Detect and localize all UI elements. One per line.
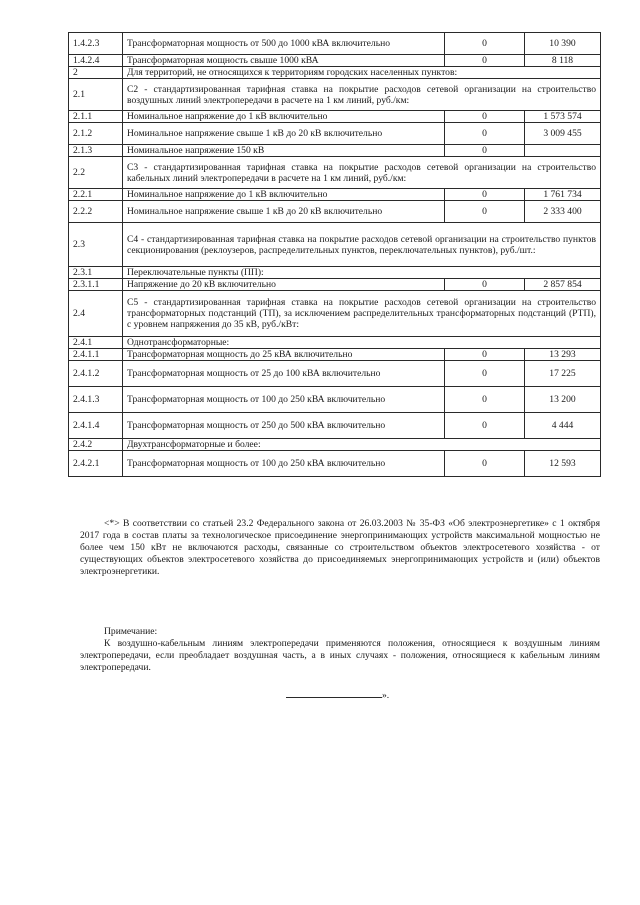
tariff-table bbox=[68, 32, 601, 477]
row-rate-value: 2 333 400 bbox=[525, 201, 601, 223]
row-description: Трансформаторная мощность от 250 до 500 кВА включительно bbox=[123, 413, 445, 439]
row-rate-value: 10 390 bbox=[525, 33, 601, 55]
row-zero-value: 0 bbox=[445, 189, 525, 201]
row-description: Номинальное напряжение свыше 1 кВ до 20 кВ включительно bbox=[123, 123, 445, 145]
row-description: Номинальное напряжение до 1 кВ включительно bbox=[123, 189, 445, 201]
row-rate-value bbox=[525, 145, 601, 157]
row-zero-value: 0 bbox=[445, 361, 525, 387]
row-description: Двухтрансформаторные и более: bbox=[123, 439, 601, 451]
row-description: Номинальное напряжение свыше 1 кВ до 20 кВ включительно bbox=[123, 201, 445, 223]
table-row bbox=[69, 349, 601, 361]
table-row bbox=[69, 291, 601, 337]
table-row bbox=[69, 413, 601, 439]
table-row bbox=[69, 279, 601, 291]
row-number: 2 bbox=[69, 67, 123, 79]
row-number: 2.1.1 bbox=[69, 111, 123, 123]
row-description: С5 - стандартизированная тарифная ставка на покрытие расходов сетевой организации на строительство трансформаторных подстанций (ТП), за исключением распределительных трансформаторных подстанций (РТП), с уровнем напряжения до 35 кВ, руб./кВт: bbox=[123, 291, 601, 337]
closing-line bbox=[286, 688, 389, 702]
row-zero-value: 0 bbox=[445, 279, 525, 291]
row-description: С2 - стандартизированная тарифная ставка на покрытие расходов сетевой организации на строительство воздушных линий электропередачи в расчете на 1 км линий, руб./км: bbox=[123, 79, 601, 111]
row-rate-value: 12 593 bbox=[525, 451, 601, 477]
row-number: 2.2.2 bbox=[69, 201, 123, 223]
row-zero-value: 0 bbox=[445, 413, 525, 439]
row-zero-value: 0 bbox=[445, 349, 525, 361]
row-number: 2.1 bbox=[69, 79, 123, 111]
row-number: 2.3.1 bbox=[69, 267, 123, 279]
row-number: 2.4.1 bbox=[69, 337, 123, 349]
row-number: 2.4.2.1 bbox=[69, 451, 123, 477]
row-description: Однотрансформаторные: bbox=[123, 337, 601, 349]
row-zero-value: 0 bbox=[445, 145, 525, 157]
row-number: 2.3 bbox=[69, 223, 123, 267]
row-description: Напряжение до 20 кВ включительно bbox=[123, 279, 445, 291]
table-row bbox=[69, 55, 601, 67]
row-rate-value: 3 009 455 bbox=[525, 123, 601, 145]
row-description: Трансформаторная мощность от 25 до 100 кВА включительно bbox=[123, 361, 445, 387]
table-row bbox=[69, 337, 601, 349]
table-row bbox=[69, 267, 601, 279]
table-row bbox=[69, 123, 601, 145]
row-number: 2.4 bbox=[69, 291, 123, 337]
closing-quote: ». bbox=[382, 690, 390, 701]
row-rate-value: 1 761 734 bbox=[525, 189, 601, 201]
row-number: 2.4.1.3 bbox=[69, 387, 123, 413]
table-row bbox=[69, 201, 601, 223]
note-title: Примечание: bbox=[104, 626, 158, 637]
row-number: 2.4.1.2 bbox=[69, 361, 123, 387]
row-description: Переключательные пункты (ПП): bbox=[123, 267, 601, 279]
table-row bbox=[69, 111, 601, 123]
table-row bbox=[69, 439, 601, 451]
table-row bbox=[69, 145, 601, 157]
row-description: С4 - стандартизированная тарифная ставка на покрытие расходов сетевой организации на строительство пунктов секционирования (реклоузеров, распределительных пунктов, переключательных пунктов), руб./шт.: bbox=[123, 223, 601, 267]
row-zero-value: 0 bbox=[445, 33, 525, 55]
row-rate-value: 2 857 854 bbox=[525, 279, 601, 291]
row-description: С3 - стандартизированная тарифная ставка на покрытие расходов сетевой организации на строительство кабельных линий электропередачи в расчете на 1 км линий, руб./км: bbox=[123, 157, 601, 189]
row-zero-value: 0 bbox=[445, 387, 525, 413]
row-number: 2.1.2 bbox=[69, 123, 123, 145]
row-rate-value: 17 225 bbox=[525, 361, 601, 387]
row-number: 2.3.1.1 bbox=[69, 279, 123, 291]
table-row bbox=[69, 387, 601, 413]
footnote-block bbox=[80, 518, 600, 578]
signature-line bbox=[286, 688, 382, 698]
table-row bbox=[69, 67, 601, 79]
row-description: Для территорий, не относящихся к территориям городских населенных пунктов: bbox=[123, 67, 601, 79]
row-number: 1.4.2.4 bbox=[69, 55, 123, 67]
note-text: К воздушно-кабельным линиям электропередачи применяются положения, относящиеся к воздушным линиям электропередачи, если преобладает воздушная часть, а в иных случаях - положения, относящиеся к кабельным линиям электропередачи. bbox=[80, 638, 600, 673]
row-description: Трансформаторная мощность от 100 до 250 кВА включительно bbox=[123, 387, 445, 413]
table-row bbox=[69, 79, 601, 111]
row-number: 2.2 bbox=[69, 157, 123, 189]
row-description: Трансформаторная мощность от 500 до 1000 кВА включительно bbox=[123, 33, 445, 55]
row-description: Номинальное напряжение до 1 кВ включительно bbox=[123, 111, 445, 123]
row-zero-value: 0 bbox=[445, 111, 525, 123]
table-row bbox=[69, 361, 601, 387]
table-row bbox=[69, 157, 601, 189]
row-rate-value: 4 444 bbox=[525, 413, 601, 439]
table-row bbox=[69, 223, 601, 267]
row-zero-value: 0 bbox=[445, 123, 525, 145]
row-number: 2.1.3 bbox=[69, 145, 123, 157]
row-rate-value: 1 573 574 bbox=[525, 111, 601, 123]
row-number: 2.4.1.1 bbox=[69, 349, 123, 361]
row-rate-value: 13 293 bbox=[525, 349, 601, 361]
row-description: Трансформаторная мощность свыше 1000 кВА bbox=[123, 55, 445, 67]
row-zero-value: 0 bbox=[445, 55, 525, 67]
table-row bbox=[69, 189, 601, 201]
row-description: Номинальное напряжение 150 кВ bbox=[123, 145, 445, 157]
footnote-text: <*> В соответствии со статьей 23.2 Федерального закона от 26.03.2003 № 35-ФЗ «Об электроэнергетике» с 1 октября 2017 года в состав платы за технологическое присоединение энергопринимающих устройств максимальной мощностью не более чем 150 кВт не включаются расходы, связанные со строительством объектов электросетевого хозяйства - от существующих объектов электросетевого хозяйства до присоединяемых энергопринимающих устройств и (или) объектов электроэнергетики. bbox=[80, 518, 600, 577]
row-number: 1.4.2.3 bbox=[69, 33, 123, 55]
row-rate-value: 13 200 bbox=[525, 387, 601, 413]
row-zero-value: 0 bbox=[445, 201, 525, 223]
row-number: 2.4.2 bbox=[69, 439, 123, 451]
note-block bbox=[80, 626, 600, 674]
row-description: Трансформаторная мощность до 25 кВА включительно bbox=[123, 349, 445, 361]
table-row bbox=[69, 33, 601, 55]
row-number: 2.2.1 bbox=[69, 189, 123, 201]
row-zero-value: 0 bbox=[445, 451, 525, 477]
row-number: 2.4.1.4 bbox=[69, 413, 123, 439]
row-rate-value: 8 118 bbox=[525, 55, 601, 67]
row-description: Трансформаторная мощность от 100 до 250 кВА включительно bbox=[123, 451, 445, 477]
table-row bbox=[69, 451, 601, 477]
